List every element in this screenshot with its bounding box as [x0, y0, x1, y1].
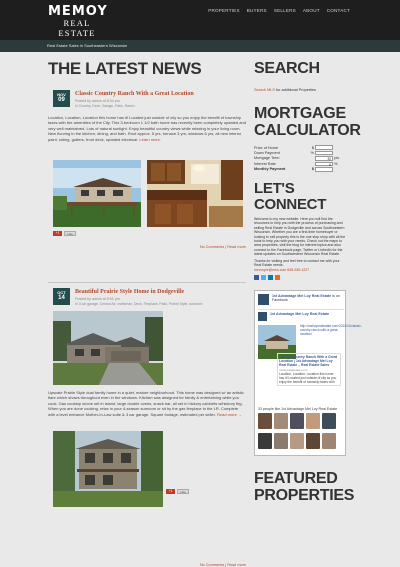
post-title[interactable]: Classic Country Ranch With a Great Location [75, 91, 194, 97]
twitter-icon[interactable] [261, 275, 266, 280]
post-categories[interactable]: In Country, Deck, Garage, Patio, Ranch [75, 104, 135, 108]
main-column [48, 59, 246, 567]
mortgage-calculator [254, 145, 340, 172]
calc-prefix: % [310, 151, 314, 156]
post-divider [48, 282, 246, 283]
nav-buyers[interactable]: BUYERS [246, 8, 267, 13]
facebook-icon[interactable] [254, 275, 259, 280]
date-badge [53, 90, 70, 107]
post-body [48, 390, 246, 417]
post-item [48, 90, 246, 249]
logo-main-text: MEMOY [48, 4, 108, 19]
fan-avatar[interactable] [306, 433, 320, 449]
tagline-bar [0, 40, 400, 52]
nav-contact[interactable]: CONTACT [326, 8, 350, 13]
fb-fans-row1 [258, 413, 336, 429]
read-more-link[interactable]: Read more [227, 245, 246, 249]
main-nav [208, 8, 350, 13]
fb-page-name-block [272, 294, 344, 305]
mortgage-heading-line2: CALCULATOR [254, 122, 361, 139]
post-footer-links: No Comments | Read more [199, 563, 246, 567]
down-payment-input[interactable] [315, 151, 333, 156]
post-item [48, 288, 246, 567]
search-suffix: for additional Properties [275, 88, 317, 92]
fb-share-text: Location, Location, Location this home has it! Located just outside of city so you enjoy the benefit of township taxes with [279, 371, 337, 384]
calc-label: Price of Home [254, 145, 279, 150]
monthly-payment-output [315, 167, 333, 172]
house-photo-rear [53, 431, 163, 507]
facebook-widget [254, 290, 362, 456]
contact-email-link[interactable]: memoyre@msn.com 608-935-1227 [254, 268, 310, 273]
fb-share-url: melloyrealestate.com [279, 367, 308, 372]
post-header [48, 90, 246, 110]
fan-avatar[interactable] [258, 413, 272, 429]
fan-avatar[interactable] [306, 413, 320, 429]
fan-avatar[interactable] [274, 413, 288, 429]
share-buttons [53, 231, 76, 236]
fan-avatar[interactable] [322, 433, 336, 449]
connect-thanks: Thanks for visiting and feel free to contact me with your Real Estate needs. [254, 258, 340, 268]
calc-label: Monthly Payment [254, 167, 286, 172]
mortgage-heading [254, 105, 361, 139]
fb-divider [258, 309, 344, 310]
facebook-like-button[interactable]: Like [177, 489, 189, 494]
post-title[interactable]: Beautiful Prairie Style Home in Dodgeville [75, 289, 185, 295]
search-heading: SEARCH [254, 60, 320, 77]
rss-icon[interactable] [275, 275, 280, 280]
comments-link[interactable]: No Comments [199, 563, 225, 567]
fan-avatar[interactable] [290, 413, 304, 429]
nav-about[interactable]: ABOUT [302, 8, 320, 13]
fb-share-title[interactable]: Classic Country Ranch With a Great Location | 1st Advantage Mel Loy Real Estate – Real Estate Sales [279, 355, 338, 368]
post-text: Location, Location, Location this home has it! Located just outside of city so you enjoy the benefit of township taxes with the amenities of the City. This 3-bedroom 1 1/2 bath home has recently been completely updated and very well maintained. Lots of natural sunlight. Enjoy beautiful country views while relaxing in your living room. New flooring in the kitchen, dining, and bath. Roof approx. 5 yrs, furnace 3 yrs, windows 6 yrs, all new interior paint, siding, gutters, front deck, updated electrical. [48, 115, 246, 142]
read-more-arrow-link[interactable]: Read more → [217, 411, 242, 417]
calc-label: Mortgage Term [254, 156, 280, 161]
site-tagline: Real Estate Sales in Southeastern Wisconsin [47, 43, 128, 48]
site-logo[interactable] [48, 5, 106, 38]
fb-page-header [258, 294, 344, 305]
post-categories[interactable]: In 3 car garage, Central Air, craftsman, Deck, Fireplace, Patio, Prairie Style, sunroom [75, 302, 203, 306]
price-input[interactable] [315, 145, 333, 150]
calc-suffix: yrs [334, 156, 340, 161]
google-plus-button[interactable]: +1 [166, 489, 175, 494]
fan-avatar[interactable] [322, 413, 336, 429]
date-month: NOV [57, 92, 66, 97]
connect-heading: LET'S CONNECT [254, 179, 327, 213]
nav-sellers[interactable]: SELLERS [273, 8, 296, 13]
read-more-link[interactable]: Read more [227, 563, 246, 567]
comments-link[interactable]: No Comments [199, 245, 225, 249]
fb-post-header [258, 312, 330, 321]
search-line [254, 88, 346, 93]
fan-avatar[interactable] [274, 433, 288, 449]
fb-fans-row2 [258, 433, 336, 449]
term-input[interactable]: 30 [315, 156, 333, 161]
latest-news-heading: THE LATEST NEWS [48, 59, 202, 78]
nav-properties[interactable]: PROPERTIES [208, 8, 240, 13]
post-body [48, 115, 246, 142]
fb-page-link[interactable]: 1st Advantage Mel Loy Real Estate [272, 294, 332, 298]
sidebar [254, 60, 361, 280]
connect-text: Welcome to my new website. Here you will find the resources to help you with the process of purchasing and selling Real Estate in Dodgeville and across Southwestern Wisconsin. Whether you are a first-time homebuyer or looking to sell property this is the one stop shop with all the tools to help you with your needs. Check out the maps to area properties, visit the blog for interest topics and also connect to the Facebook page, Twitter or LinkedIn for the latest updates on Southwestern Wisconsin Real Estate. [254, 216, 346, 257]
fb-page-suffix: is on Facebook [272, 294, 340, 303]
featured-heading [254, 470, 354, 504]
search-mls-link[interactable]: Search MLS [254, 88, 275, 92]
date-day: 14 [58, 295, 65, 301]
post-header [48, 288, 246, 308]
rate-input[interactable]: 6 [315, 162, 333, 167]
house-photo-kitchen [147, 160, 243, 227]
fb-page-avatar [258, 294, 269, 305]
post-meta: Posted by admin at 9:01 pm [75, 297, 120, 301]
fan-avatar[interactable] [290, 433, 304, 449]
calc-row-monthly [254, 167, 340, 172]
facebook-like-button[interactable]: Like [64, 231, 76, 236]
house-photo-exterior [53, 160, 141, 227]
fb-post-avatar [258, 312, 267, 321]
calc-label: Interest Rate [254, 161, 276, 166]
calc-prefix: $ [311, 167, 314, 172]
fan-avatar[interactable] [258, 433, 272, 449]
featured-heading-line1: FEATURED [254, 470, 338, 487]
post-meta: Posted by admin at 8:04 pm [75, 99, 120, 103]
fb-post-url[interactable]: http://melloyrealestate.com/2012/11/classic-country-ranch-with-a-great-location/ [300, 324, 362, 336]
social-icons [254, 275, 346, 280]
calc-suffix: % [334, 161, 338, 166]
calc-label: Down Payment [254, 151, 280, 156]
featured-heading-line2: PROPERTIES [254, 487, 355, 504]
post-text: Upscale Prairie Style dual family home in a quiet, mature neighborhood. This home was designed w/ an artistic flare which shows throughout even in the windows. Kitchen was designed for family & entertaining while you cook. Gas cooktop w/one set in island, large double ovens, snack bar, all set in hickory cabinets w/hickory flrg. When you are done cooking, relax in your 4-season sunroom or sit by the gas fireplace in the LR. Complete with a level entrance Mother-In-Law suite & 3 car garage. Square footage, estimated per seller. [48, 390, 244, 417]
fb-share-card[interactable] [277, 353, 341, 386]
house-photo-prairie [53, 311, 163, 385]
date-day: 09 [58, 97, 65, 103]
fb-like-count: 33 people like 1st Advantage Mel Loy Real Estate [258, 407, 338, 411]
post-footer-links: No Comments | Read more [199, 245, 246, 249]
mortgage-heading-line1: MORTGAGE [254, 105, 346, 122]
fb-post-title[interactable]: 1st Advantage Mel Loy Real Estate [270, 312, 330, 316]
calc-prefix: $ [311, 145, 314, 150]
date-month: OCT [57, 290, 66, 295]
google-plus-button[interactable]: +1 [53, 231, 62, 236]
logo-sub-text: REAL ESTATE [58, 18, 96, 38]
linkedin-icon[interactable] [268, 275, 273, 280]
share-buttons [166, 489, 189, 494]
site-header [0, 0, 400, 40]
learn-more-link[interactable]: Learn more. [139, 136, 161, 142]
date-badge [53, 288, 70, 305]
